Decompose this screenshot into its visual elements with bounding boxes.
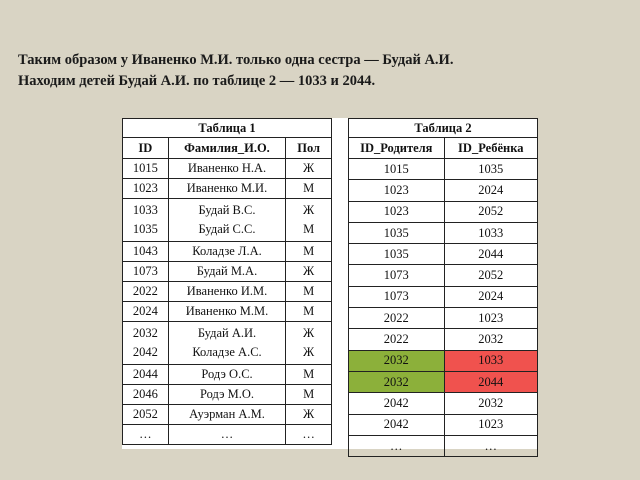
- table-1-body: [123, 159, 332, 445]
- table-1-cell-id: 1073: [123, 262, 169, 282]
- table-2-cell-child: 1033: [444, 222, 537, 243]
- table-1-cell-name: Иваненко И.М.: [168, 282, 286, 302]
- table-1-cell-name: …: [168, 425, 286, 445]
- table-1-cell-id-value: 2032: [132, 326, 158, 340]
- table-1-cell-name-value: Будай С.С.: [198, 222, 256, 236]
- table-1-cell-name: [168, 199, 286, 242]
- table-row: [123, 425, 332, 445]
- table-row: [123, 405, 332, 425]
- table-2-cell-child: 2032: [444, 393, 537, 414]
- table-row: [123, 322, 332, 365]
- table-row: [349, 329, 538, 350]
- table-2-cell-child: 1023: [444, 308, 537, 329]
- table-2-cell-parent: …: [349, 435, 445, 456]
- table-1-header-id: ID: [123, 138, 169, 159]
- table-2-cell-parent: 1073: [349, 265, 445, 286]
- table-1-cell-sex: М: [286, 365, 332, 385]
- table-1-cell-sex-value: Ж: [303, 345, 315, 359]
- table-1-header-name: Фамилия_И.О.: [168, 138, 286, 159]
- table-1-cell-sex: Ж: [286, 159, 332, 179]
- table-2-cell-parent: 1023: [349, 201, 445, 222]
- table-1-cell-name-value: Будай А.И.: [197, 326, 257, 340]
- table-2-header-child: ID_Ребёнка: [444, 138, 537, 159]
- table-2-cell-child: 1023: [444, 414, 537, 435]
- table-row: [349, 350, 538, 371]
- table-1-cell-sex: М: [286, 179, 332, 199]
- table-2-cell-parent: 1023: [349, 180, 445, 201]
- table-row: [123, 282, 332, 302]
- table-1-cell-id: 2022: [123, 282, 169, 302]
- table-1-cell-sex-value: Ж: [303, 326, 315, 340]
- table-2-cell-parent: 1035: [349, 244, 445, 265]
- table-1-cell-name: [168, 322, 286, 365]
- table-row: [349, 265, 538, 286]
- table-1-cell-id-value: 1033: [132, 203, 158, 217]
- table-row: [349, 201, 538, 222]
- table-2-header-parent: ID_Родителя: [349, 138, 445, 159]
- table-2-cell-parent: 2032: [349, 371, 445, 392]
- table-1-cell-sex: …: [286, 425, 332, 445]
- table-1-cell-sex: Ж: [286, 262, 332, 282]
- table-2-cell-child: 2024: [444, 286, 537, 307]
- table-2-cell-child: 1035: [444, 159, 537, 180]
- table-row: [349, 393, 538, 414]
- table-row: [349, 159, 538, 180]
- table-1-cell-sex-value: Ж: [303, 203, 315, 217]
- table-1-cell-sex: М: [286, 302, 332, 322]
- table-row: [123, 302, 332, 322]
- table-1-cell-id: 2024: [123, 302, 169, 322]
- table-2-cell-child: 2052: [444, 265, 537, 286]
- table-2-cell-child: 2052: [444, 201, 537, 222]
- table-1-cell-name: Будай М.А.: [168, 262, 286, 282]
- table-1: [122, 118, 332, 445]
- explanation-line-2: Находим детей Будай А.И. по таблице 2 — 1033 и 2044.: [18, 73, 376, 89]
- table-2-cell-child: …: [444, 435, 537, 456]
- table-1-cell-sex: М: [286, 385, 332, 405]
- table-1-cell-id-value: 1035: [132, 222, 158, 236]
- table-1-cell-id: 2052: [123, 405, 169, 425]
- table-1-cell-id: 1023: [123, 179, 169, 199]
- table-row: [349, 435, 538, 456]
- table-1-cell-name-value: Коладзе А.С.: [192, 345, 262, 359]
- table-1-cell-name: Родэ О.С.: [168, 365, 286, 385]
- table-row: [123, 159, 332, 179]
- table-1-caption: Таблица 1: [123, 119, 332, 138]
- table-2-cell-parent: 1073: [349, 286, 445, 307]
- table-2-cell-parent: 2042: [349, 414, 445, 435]
- table-2-cell-child: 1033: [444, 350, 537, 371]
- table-2-cell-parent: 2022: [349, 329, 445, 350]
- table-1-cell-id: [123, 199, 169, 242]
- table-2-cell-child: 2044: [444, 371, 537, 392]
- table-1-cell-sex: М: [286, 282, 332, 302]
- table-1-cell-id: 2044: [123, 365, 169, 385]
- table-2-body: [349, 159, 538, 457]
- table-2-cell-parent: 2042: [349, 393, 445, 414]
- table-1-cell-sex-value: М: [303, 222, 315, 236]
- table-1-cell-id: 1015: [123, 159, 169, 179]
- table-2: [348, 118, 538, 457]
- table-1-cell-name: Иваненко Н.А.: [168, 159, 286, 179]
- table-2-cell-child: 2044: [444, 244, 537, 265]
- table-2-cell-parent: 1015: [349, 159, 445, 180]
- table-1-cell-name: Иваненко М.М.: [168, 302, 286, 322]
- table-1-cell-name: Коладзе Л.А.: [168, 242, 286, 262]
- table-1-cell-id: 1043: [123, 242, 169, 262]
- table-row: [123, 199, 332, 242]
- table-2-cell-parent: 2032: [349, 350, 445, 371]
- table-1-cell-id-value: 2042: [132, 345, 158, 359]
- table-row: [123, 385, 332, 405]
- table-row: [123, 179, 332, 199]
- table-1-cell-id: [123, 322, 169, 365]
- explanation-line-1: Таким образом у Иваненко М.И. только одна сестра — Будай А.И.: [18, 52, 454, 68]
- table-2-cell-child: 2024: [444, 180, 537, 201]
- table-gap: [332, 118, 348, 449]
- table-row: [349, 371, 538, 392]
- table-1-cell-name: Иваненко М.И.: [168, 179, 286, 199]
- table-1-cell-id: …: [123, 425, 169, 445]
- table-1-cell-sex: М: [286, 242, 332, 262]
- table-1-cell-name-value: Будай В.С.: [198, 203, 256, 217]
- table-2-cell-child: 2032: [444, 329, 537, 350]
- table-row: [349, 180, 538, 201]
- table-1-cell-sex: [286, 199, 332, 242]
- table-row: [349, 308, 538, 329]
- table-row: [123, 242, 332, 262]
- tables-sheet: [122, 118, 538, 453]
- table-1-cell-name: Ауэрман А.М.: [168, 405, 286, 425]
- explanation-text: [18, 50, 453, 92]
- table-1-cell-sex: [286, 322, 332, 365]
- table-row: [349, 244, 538, 265]
- table-row: [349, 286, 538, 307]
- table-2-cell-parent: 1035: [349, 222, 445, 243]
- table-row: [123, 262, 332, 282]
- table-row: [123, 365, 332, 385]
- table-row: [349, 222, 538, 243]
- table-2-cell-parent: 2022: [349, 308, 445, 329]
- table-2-caption: Таблица 2: [349, 119, 538, 138]
- table-1-cell-id: 2046: [123, 385, 169, 405]
- table-1-header-sex: Пол: [286, 138, 332, 159]
- table-1-cell-name: Родэ М.О.: [168, 385, 286, 405]
- table-1-cell-sex: Ж: [286, 405, 332, 425]
- table-row: [349, 414, 538, 435]
